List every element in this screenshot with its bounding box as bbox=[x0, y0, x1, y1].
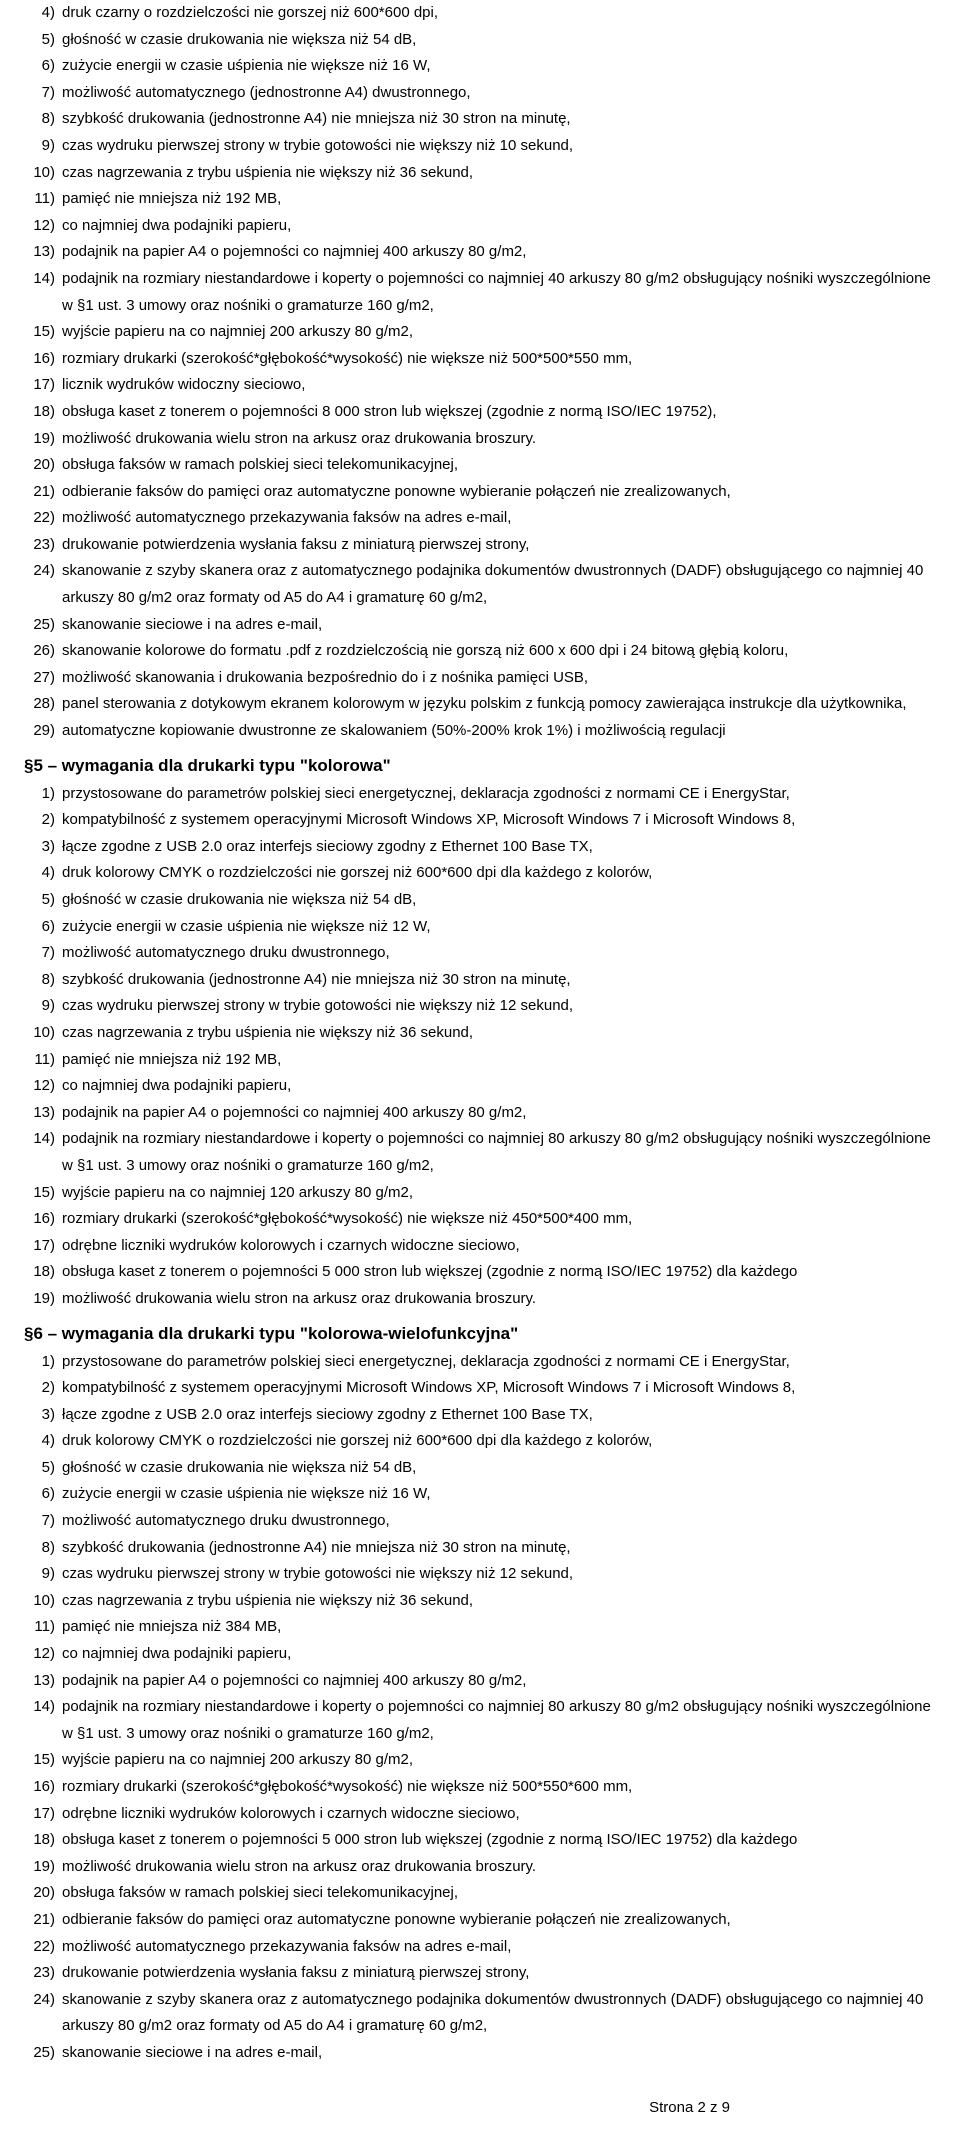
list-item-text: możliwość automatycznego (jednostronne A4) dwustronnego, bbox=[62, 83, 471, 101]
list-item-number: 16) bbox=[33, 349, 55, 367]
list-item-text: co najmniej dwa podajniki papieru, bbox=[62, 1077, 292, 1095]
list-item-number: 6) bbox=[41, 917, 55, 935]
list-item-number: 1) bbox=[41, 784, 55, 802]
list-item-number: 8) bbox=[41, 110, 55, 128]
list-item bbox=[24, 1907, 938, 1934]
list-item bbox=[24, 1641, 938, 1668]
list-item-text: obsługa kaset z tonerem o pojemności 5 000 stron lub większej (zgodnie z normą ISO/IEC 19752) dla każdego bbox=[62, 1831, 798, 1849]
list-item bbox=[24, 1827, 938, 1854]
list-item-number: 17) bbox=[33, 1804, 55, 1822]
list-item-number: 14) bbox=[33, 1698, 55, 1716]
list-item-text: możliwość automatycznego druku dwustronnego, bbox=[62, 944, 390, 962]
list-item bbox=[24, 612, 938, 639]
list-item-text: licznik wydruków widoczny sieciowo, bbox=[62, 376, 306, 394]
list-item bbox=[24, 1286, 938, 1313]
list-item bbox=[24, 691, 938, 718]
list-item-text: przystosowane do parametrów polskiej sieci energetycznej, deklaracja zgodności z normami CE i EnergyStar, bbox=[62, 1352, 790, 1370]
list-item-number: 2) bbox=[41, 1379, 55, 1397]
list-item bbox=[24, 1854, 938, 1881]
list-item-text: skanowanie kolorowe do formatu .pdf z rozdzielczością nie gorszą niż 600 x 600 dpi i 24 bitową głębią koloru, bbox=[62, 642, 789, 660]
list-item-number: 15) bbox=[33, 1183, 55, 1201]
list-item-number: 21) bbox=[33, 1910, 55, 1928]
list-item-text: podajnik na papier A4 o pojemności co najmniej 400 arkuszy 80 g/m2, bbox=[62, 1103, 527, 1121]
list-item bbox=[24, 1508, 938, 1535]
list-item bbox=[24, 1047, 938, 1074]
list-item-text: odrębne liczniki wydruków kolorowych i czarnych widoczne sieciowo, bbox=[62, 1236, 520, 1254]
list-item-text: czas nagrzewania z trybu uśpienia nie większy niż 36 sekund, bbox=[62, 1023, 474, 1041]
list-item-text: kompatybilność z systemem operacyjnymi Microsoft Windows XP, Microsoft Windows 7 i Microsoft Windows 8, bbox=[62, 1379, 796, 1397]
list-item bbox=[24, 1588, 938, 1615]
list-item-number: 4) bbox=[41, 1432, 55, 1450]
list-item bbox=[24, 558, 938, 611]
list-item-number: 28) bbox=[33, 695, 55, 713]
list-item bbox=[24, 887, 938, 914]
list-item bbox=[24, 1668, 938, 1695]
list-item-number: 17) bbox=[33, 1236, 55, 1254]
list-item-text: zużycie energii w czasie uśpienia nie większe niż 12 W, bbox=[62, 917, 431, 935]
list-item bbox=[24, 532, 938, 559]
list-item-number: 10) bbox=[33, 1023, 55, 1041]
list-item-number: 29) bbox=[33, 722, 55, 740]
list-item-text: obsługa faksów w ramach polskiej sieci telekomunikacyjnej, bbox=[62, 456, 459, 474]
list-item bbox=[24, 1561, 938, 1588]
list-item bbox=[24, 53, 938, 80]
list-item bbox=[24, 160, 938, 187]
list-item-text: szybkość drukowania (jednostronne A4) nie mniejsza niż 30 stron na minutę, bbox=[62, 1538, 571, 1556]
list-item-number: 13) bbox=[33, 1671, 55, 1689]
list-item-number: 11) bbox=[34, 1050, 55, 1068]
list-item bbox=[24, 1535, 938, 1562]
list-item-number: 26) bbox=[33, 642, 55, 660]
list-item-text: możliwość drukowania wielu stron na arkusz oraz drukowania broszury. bbox=[62, 1289, 537, 1307]
list-item-number: 23) bbox=[33, 535, 55, 553]
list-item-number: 8) bbox=[41, 1538, 55, 1556]
list-item-number: 19) bbox=[33, 1289, 55, 1307]
list-item-text: szybkość drukowania (jednostronne A4) nie mniejsza niż 30 stron na minutę, bbox=[62, 110, 571, 128]
list-item-number: 23) bbox=[33, 1964, 55, 1982]
list-item-text: możliwość skanowania i drukowania bezpośrednio do i z nośnika pamięci USB, bbox=[62, 668, 589, 686]
list-item-text: skanowanie z szyby skanera oraz z automatycznego podajnika dokumentów dwustronnych (DADF) obsługującego co najmniej 40 arkuszy 80 g/m2 oraz formaty od A5 do A4 i gramaturę 60 g/m2, bbox=[62, 562, 924, 607]
list-item bbox=[24, 213, 938, 240]
list-item-text: skanowanie sieciowe i na adres e-mail, bbox=[62, 2043, 323, 2061]
list-item-number: 3) bbox=[41, 1405, 55, 1423]
list-item bbox=[24, 505, 938, 532]
list-item bbox=[24, 638, 938, 665]
list-item-text: przystosowane do parametrów polskiej sieci energetycznej, deklaracja zgodności z normami CE i EnergyStar, bbox=[62, 784, 790, 802]
list-item bbox=[24, 1180, 938, 1207]
list-item-text: rozmiary drukarki (szerokość*głębokość*wysokość) nie większe niż 500*500*550 mm, bbox=[62, 349, 633, 367]
section-6-list bbox=[24, 1349, 938, 2067]
list-item-text: rozmiary drukarki (szerokość*głębokość*wysokość) nie większe niż 450*500*400 mm, bbox=[62, 1210, 633, 1228]
list-item-number: 4) bbox=[41, 864, 55, 882]
list-item-number: 10) bbox=[33, 163, 55, 181]
list-item-text: możliwość automatycznego przekazywania faksów na adres e-mail, bbox=[62, 509, 512, 527]
list-item bbox=[24, 106, 938, 133]
list-item bbox=[24, 426, 938, 453]
list-item bbox=[24, 914, 938, 941]
list-item bbox=[24, 807, 938, 834]
list-item-text: co najmniej dwa podajniki papieru, bbox=[62, 1645, 292, 1663]
list-item bbox=[24, 993, 938, 1020]
list-item bbox=[24, 665, 938, 692]
list-item-text: pamięć nie mniejsza niż 192 MB, bbox=[62, 190, 282, 208]
list-item-text: panel sterowania z dotykowym ekranem kolorowym w języku polskim z funkcją pomocy zawierająca instrukcje dla użytkownika, bbox=[62, 695, 907, 713]
list-item-text: wyjście papieru na co najmniej 200 arkuszy 80 g/m2, bbox=[62, 323, 414, 341]
list-item-text: możliwość automatycznego przekazywania faksów na adres e-mail, bbox=[62, 1937, 512, 1955]
list-item-number: 2) bbox=[41, 811, 55, 829]
list-item-text: obsługa faksów w ramach polskiej sieci telekomunikacyjnej, bbox=[62, 1884, 459, 1902]
list-item-number: 7) bbox=[41, 944, 55, 962]
list-item bbox=[24, 1774, 938, 1801]
list-item-text: druk kolorowy CMYK o rozdzielczości nie gorszej niż 600*600 dpi dla każdego z kolorów, bbox=[62, 1432, 653, 1450]
list-item bbox=[24, 133, 938, 160]
list-item-number: 18) bbox=[33, 402, 55, 420]
list-item-number: 13) bbox=[33, 1103, 55, 1121]
list-item-number: 14) bbox=[33, 269, 55, 287]
list-item-text: wyjście papieru na co najmniej 120 arkuszy 80 g/m2, bbox=[62, 1183, 414, 1201]
list-item-text: obsługa kaset z tonerem o pojemności 5 000 stron lub większej (zgodnie z normą ISO/IEC 19752) dla każdego bbox=[62, 1263, 798, 1281]
list-item-number: 7) bbox=[41, 1512, 55, 1530]
list-item-number: 25) bbox=[33, 2043, 55, 2061]
list-item-text: czas wydruku pierwszej strony w trybie gotowości nie większy niż 12 sekund, bbox=[62, 1565, 574, 1583]
list-item bbox=[24, 372, 938, 399]
list-item-number: 6) bbox=[41, 57, 55, 75]
list-item bbox=[24, 1126, 938, 1179]
list-item bbox=[24, 1375, 938, 1402]
list-item bbox=[24, 239, 938, 266]
list-item bbox=[24, 781, 938, 808]
section-5-list bbox=[24, 781, 938, 1313]
list-item-text: możliwość automatycznego druku dwustronnego, bbox=[62, 1512, 390, 1530]
list-item-text: podajnik na rozmiary niestandardowe i koperty o pojemności co najmniej 40 arkuszy 80 g/m2 obsługujący nośniki wyszczególnione w §1 ust. 3 umowy oraz nośniki o gramaturze 160 g/m2, bbox=[62, 269, 931, 314]
list-item-number: 17) bbox=[33, 376, 55, 394]
list-item bbox=[24, 479, 938, 506]
list-item-number: 12) bbox=[33, 216, 55, 234]
list-item-number: 22) bbox=[33, 509, 55, 527]
list-item bbox=[24, 1428, 938, 1455]
page-number: Strona 2 z 9 bbox=[649, 2099, 730, 2116]
list-item-number: 15) bbox=[33, 1751, 55, 1769]
list-item-number: 10) bbox=[33, 1591, 55, 1609]
list-item bbox=[24, 319, 938, 346]
list-item-number: 4) bbox=[41, 4, 55, 21]
list-item-number: 16) bbox=[33, 1210, 55, 1228]
list-item-text: skanowanie sieciowe i na adres e-mail, bbox=[62, 615, 323, 633]
list-item-text: możliwość drukowania wielu stron na arkusz oraz drukowania broszury. bbox=[62, 429, 537, 447]
list-item bbox=[24, 1455, 938, 1482]
list-item-text: automatyczne kopiowanie dwustronne ze skalowaniem (50%-200% krok 1%) i możliwością regulacji bbox=[62, 722, 726, 740]
list-item-text: podajnik na rozmiary niestandardowe i koperty o pojemności co najmniej 80 arkuszy 80 g/m2 obsługujący nośniki wyszczególnione w §1 ust. 3 umowy oraz nośniki o gramaturze 160 g/m2, bbox=[62, 1130, 931, 1174]
list-item bbox=[24, 1481, 938, 1508]
list-item bbox=[24, 718, 938, 745]
list-item-text: czas wydruku pierwszej strony w trybie gotowości nie większy niż 12 sekund, bbox=[62, 997, 574, 1015]
list-item-number: 22) bbox=[33, 1937, 55, 1955]
section-6-heading: §6 – wymagania dla drukarki typu "kolorowa-wielofunkcyjna" bbox=[24, 1323, 519, 1343]
list-item-number: 19) bbox=[33, 1857, 55, 1875]
list-item-number: 1) bbox=[41, 1352, 55, 1370]
list-item-text: odbieranie faksów do pamięci oraz automatyczne ponowne wybieranie połączeń nie zrealizowanych, bbox=[62, 1910, 731, 1928]
list-item bbox=[24, 2040, 938, 2067]
list-item-number: 9) bbox=[41, 136, 55, 154]
list-item-text: głośność w czasie drukowania nie większa niż 54 dB, bbox=[62, 1458, 417, 1476]
list-item bbox=[24, 834, 938, 861]
list-item-text: druk kolorowy CMYK o rozdzielczości nie gorszej niż 600*600 dpi dla każdego z kolorów, bbox=[62, 864, 653, 882]
list-item bbox=[24, 1259, 938, 1286]
list-item-number: 12) bbox=[33, 1077, 55, 1095]
list-item-text: podajnik na papier A4 o pojemności co najmniej 400 arkuszy 80 g/m2, bbox=[62, 1671, 527, 1689]
list-item-text: drukowanie potwierdzenia wysłania faksu z miniaturą pierwszej strony, bbox=[62, 535, 530, 553]
list-item-number: 11) bbox=[34, 190, 55, 208]
list-item-text: podajnik na rozmiary niestandardowe i koperty o pojemności co najmniej 80 arkuszy 80 g/m2 obsługujący nośniki wyszczególnione w §1 ust. 3 umowy oraz nośniki o gramaturze 160 g/m2, bbox=[62, 1698, 931, 1742]
list-item bbox=[24, 1960, 938, 1987]
list-item-text: wyjście papieru na co najmniej 200 arkuszy 80 g/m2, bbox=[62, 1751, 414, 1769]
list-item-text: czas nagrzewania z trybu uśpienia nie większy niż 36 sekund, bbox=[62, 1591, 474, 1609]
list-item bbox=[24, 1801, 938, 1828]
list-item-text: rozmiary drukarki (szerokość*głębokość*wysokość) nie większe niż 500*550*600 mm, bbox=[62, 1778, 633, 1795]
list-item bbox=[24, 940, 938, 967]
list-item-number: 25) bbox=[33, 615, 55, 633]
list-item bbox=[24, 1100, 938, 1127]
list-item-text: zużycie energii w czasie uśpienia nie większe niż 16 W, bbox=[62, 57, 431, 75]
list-item-number: 9) bbox=[41, 997, 55, 1015]
list-item-text: kompatybilność z systemem operacyjnymi Microsoft Windows XP, Microsoft Windows 7 i Microsoft Windows 8, bbox=[62, 811, 796, 829]
list-item bbox=[24, 1073, 938, 1100]
list-item-number: 19) bbox=[33, 429, 55, 447]
list-item bbox=[24, 80, 938, 107]
list-item-number: 14) bbox=[33, 1130, 55, 1148]
list-item-text: głośność w czasie drukowania nie większa niż 54 dB, bbox=[62, 30, 417, 48]
list-item-number: 18) bbox=[33, 1831, 55, 1849]
list-item-text: podajnik na papier A4 o pojemności co najmniej 400 arkuszy 80 g/m2, bbox=[62, 243, 527, 261]
list-item bbox=[24, 1233, 938, 1260]
list-item bbox=[24, 266, 938, 319]
list-item bbox=[24, 27, 938, 54]
list-item-text: druk czarny o rozdzielczości nie gorszej niż 600*600 dpi, bbox=[62, 4, 439, 21]
list-item-number: 7) bbox=[41, 83, 55, 101]
list-item-number: 13) bbox=[33, 243, 55, 261]
list-item-number: 8) bbox=[41, 970, 55, 988]
list-item-number: 11) bbox=[34, 1618, 55, 1636]
list-item bbox=[24, 1694, 938, 1747]
list-item-text: pamięć nie mniejsza niż 192 MB, bbox=[62, 1050, 282, 1068]
list-item-text: co najmniej dwa podajniki papieru, bbox=[62, 216, 292, 234]
list-item bbox=[24, 1206, 938, 1233]
list-item bbox=[24, 346, 938, 373]
list-item-number: 15) bbox=[33, 323, 55, 341]
list-item-text: odrębne liczniki wydruków kolorowych i czarnych widoczne sieciowo, bbox=[62, 1804, 520, 1822]
list-item-number: 27) bbox=[33, 668, 55, 686]
list-item bbox=[24, 1349, 938, 1376]
list-item-number: 5) bbox=[41, 30, 55, 48]
list-item-number: 21) bbox=[33, 482, 55, 500]
list-item-text: obsługa kaset z tonerem o pojemności 8 000 stron lub większej (zgodnie z normą ISO/IEC 19752), bbox=[62, 402, 717, 420]
list-item bbox=[24, 186, 938, 213]
list-item bbox=[24, 1402, 938, 1429]
list-item bbox=[24, 452, 938, 479]
list-item-number: 3) bbox=[41, 837, 55, 855]
list-item-text: pamięć nie mniejsza niż 384 MB, bbox=[62, 1618, 282, 1636]
list-item-number: 24) bbox=[33, 1990, 55, 2008]
list-item-text: łącze zgodne z USB 2.0 oraz interfejs sieciowy zgodny z Ethernet 100 Base TX, bbox=[62, 837, 593, 855]
list-item bbox=[24, 1020, 938, 1047]
list-item-text: zużycie energii w czasie uśpienia nie większe niż 16 W, bbox=[62, 1485, 431, 1503]
list-item-number: 16) bbox=[33, 1778, 55, 1795]
section-5-heading: §5 – wymagania dla drukarki typu "kolorowa" bbox=[24, 755, 391, 775]
list-item bbox=[24, 399, 938, 426]
list-item-number: 20) bbox=[33, 456, 55, 474]
list-item-text: odbieranie faksów do pamięci oraz automatyczne ponowne wybieranie połączeń nie zrealizowanych, bbox=[62, 482, 731, 500]
list-item bbox=[24, 0, 938, 27]
list-item-number: 9) bbox=[41, 1565, 55, 1583]
list-item-number: 6) bbox=[41, 1485, 55, 1503]
list-item-number: 18) bbox=[33, 1263, 55, 1281]
list-item-number: 12) bbox=[33, 1645, 55, 1663]
list-item-number: 5) bbox=[41, 891, 55, 908]
list-item-text: skanowanie z szyby skanera oraz z automatycznego podajnika dokumentów dwustronnych (DADF) obsługującego co najmniej 40 arkuszy 80 g/m2 oraz formaty od A5 do A4 i gramaturę 60 g/m2, bbox=[62, 1990, 924, 2035]
list-item bbox=[24, 860, 938, 887]
list-item-number: 5) bbox=[41, 1458, 55, 1476]
list-item-text: głośność w czasie drukowania nie większa niż 54 dB, bbox=[62, 891, 417, 908]
list-item bbox=[24, 1747, 938, 1774]
requirements-list-continued bbox=[24, 0, 938, 745]
list-item-text: drukowanie potwierdzenia wysłania faksu z miniaturą pierwszej strony, bbox=[62, 1964, 530, 1982]
list-item-text: czas wydruku pierwszej strony w trybie gotowości nie większy niż 10 sekund, bbox=[62, 136, 574, 154]
list-item-text: szybkość drukowania (jednostronne A4) nie mniejsza niż 30 stron na minutę, bbox=[62, 970, 571, 988]
list-item-number: 24) bbox=[33, 562, 55, 580]
list-item-text: łącze zgodne z USB 2.0 oraz interfejs sieciowy zgodny z Ethernet 100 Base TX, bbox=[62, 1405, 593, 1423]
list-item bbox=[24, 1880, 938, 1907]
list-item bbox=[24, 967, 938, 994]
list-item-number: 20) bbox=[33, 1884, 55, 1902]
list-item bbox=[24, 1934, 938, 1961]
list-item-text: możliwość drukowania wielu stron na arkusz oraz drukowania broszury. bbox=[62, 1857, 537, 1875]
list-item bbox=[24, 1614, 938, 1641]
list-item-text: czas nagrzewania z trybu uśpienia nie większy niż 36 sekund, bbox=[62, 163, 474, 181]
list-item bbox=[24, 1987, 938, 2040]
